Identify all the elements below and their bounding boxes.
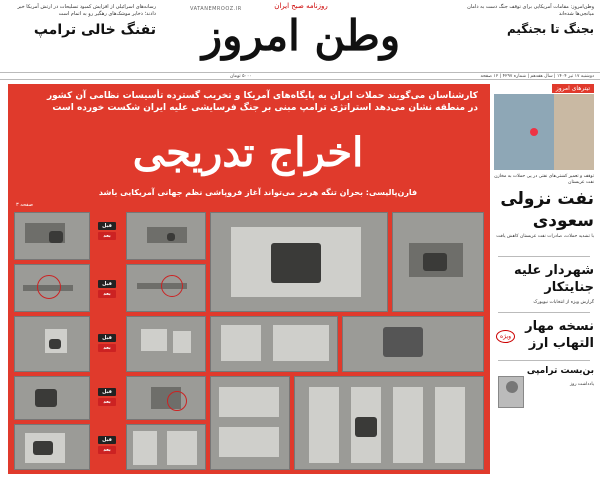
before-label: قبل xyxy=(98,280,116,288)
masthead xyxy=(0,0,600,80)
sidebar-headline-3[interactable]: نسخه مهار التهاب ارز xyxy=(525,319,594,351)
after-label: بعد xyxy=(98,344,116,352)
main-story-panel[interactable] xyxy=(8,84,490,474)
satellite-image xyxy=(126,424,206,470)
satellite-image xyxy=(14,424,90,470)
logo-tagline: روزنامه صبح ایران xyxy=(274,2,328,10)
photo-caption: توقف و تعمیر کشتی‌های نفتی در پی حملات به مخازن نفت عربستان xyxy=(494,174,594,185)
main-lead-text: کارشناسان می‌گویند حملات ایران به پایگاه‌های آمریکا و تخریب گسترده تأسیسات نظامی آن کشور در منطقه نشان می‌دهد استراتژی ترامپ مبنی بر جنگ فرسایشی علیه ایران شکست خورده است xyxy=(46,91,478,113)
before-label: قبل xyxy=(98,388,116,396)
left-story-blurb: رسانه‌های اسرائیلی از افزایش کمبود تسلیحات در ارتش آمریکا خبر دادند؛ ذخایر موشک‌های رهگیر رو به اتمام است xyxy=(17,4,156,17)
sidebar-caption-2: گزارش ویژه از انتخابات نیویورک xyxy=(533,300,594,305)
satellite-image xyxy=(126,316,206,372)
after-label: بعد xyxy=(98,290,116,298)
sidebar-title: تیترهای امروز xyxy=(552,84,594,93)
before-after-label xyxy=(98,222,116,242)
masthead-left-story[interactable] xyxy=(8,4,156,70)
satellite-image xyxy=(210,316,338,372)
satellite-image xyxy=(294,376,484,470)
satellite-image xyxy=(126,264,206,312)
before-after-label xyxy=(98,436,116,456)
before-label: قبل xyxy=(98,222,116,230)
satellite-image xyxy=(392,212,484,312)
satellite-image xyxy=(14,316,90,372)
satellite-image xyxy=(126,376,206,420)
logo-area xyxy=(160,2,442,72)
main-kicker: فارن‌پالیسی: بحران تنگه هرمز می‌تواند آغاز فروپاشی نظم جهانی آمریکایی باشد xyxy=(98,188,418,197)
satellite-image xyxy=(14,212,90,260)
special-stamp: ویژه xyxy=(496,330,515,343)
before-after-label xyxy=(98,334,116,354)
masthead-right-story[interactable] xyxy=(448,4,594,70)
after-label: بعد xyxy=(98,398,116,406)
issue-date: دوشنبه ۱۷ تیر ۱۴۰۴ | سال هفدهم | شماره ۴۲۹۷ | ۱۲ صفحه xyxy=(480,74,594,79)
satellite-image xyxy=(342,316,484,372)
before-label: قبل xyxy=(98,334,116,342)
newspaper-logo: وطن امروز xyxy=(201,11,401,60)
satellite-image xyxy=(210,376,290,470)
main-headline[interactable]: اخراج تدریجی xyxy=(132,129,364,176)
author-caption: یادداشت روز xyxy=(569,382,594,387)
satellite-image xyxy=(126,212,206,260)
satellite-image xyxy=(210,212,388,312)
right-story-blurb: وطن‌امروز: مقامات آمریکایی برای توقف جنگ دست به دامان میانجی‌ها شده‌اند xyxy=(467,4,594,17)
issue-price: ۵۰۰۰ تومان xyxy=(230,74,252,79)
sidebar xyxy=(494,84,594,476)
site-url: VATANEMROOZ.IR xyxy=(190,6,242,12)
sidebar-caption-1: با تشدید حملات، صادرات نفت عربستان کاهش یافت xyxy=(496,234,594,239)
satellite-image xyxy=(14,264,90,312)
page-reference: صفحه ۳ xyxy=(16,202,33,208)
satellite-image xyxy=(14,376,90,420)
after-label: بعد xyxy=(98,446,116,454)
right-story-headline[interactable]: بجنگ تا بجنگیم xyxy=(506,22,594,36)
before-label: قبل xyxy=(98,436,116,444)
sidebar-headline-2[interactable]: شهردار علیه جنایتکار xyxy=(514,263,594,295)
left-story-headline[interactable]: تفنگ خالی ترامپ xyxy=(33,22,156,38)
before-after-label xyxy=(98,280,116,300)
author-avatar xyxy=(498,376,524,408)
author-column-title[interactable]: بن‌بست ترامپی xyxy=(526,366,594,376)
sidebar-headline-1[interactable]: نفت نزولی سعودی xyxy=(500,189,594,231)
before-after-label xyxy=(98,388,116,408)
sidebar-photo[interactable] xyxy=(494,94,594,170)
after-label: بعد xyxy=(98,232,116,240)
issue-info-bar xyxy=(0,72,600,80)
